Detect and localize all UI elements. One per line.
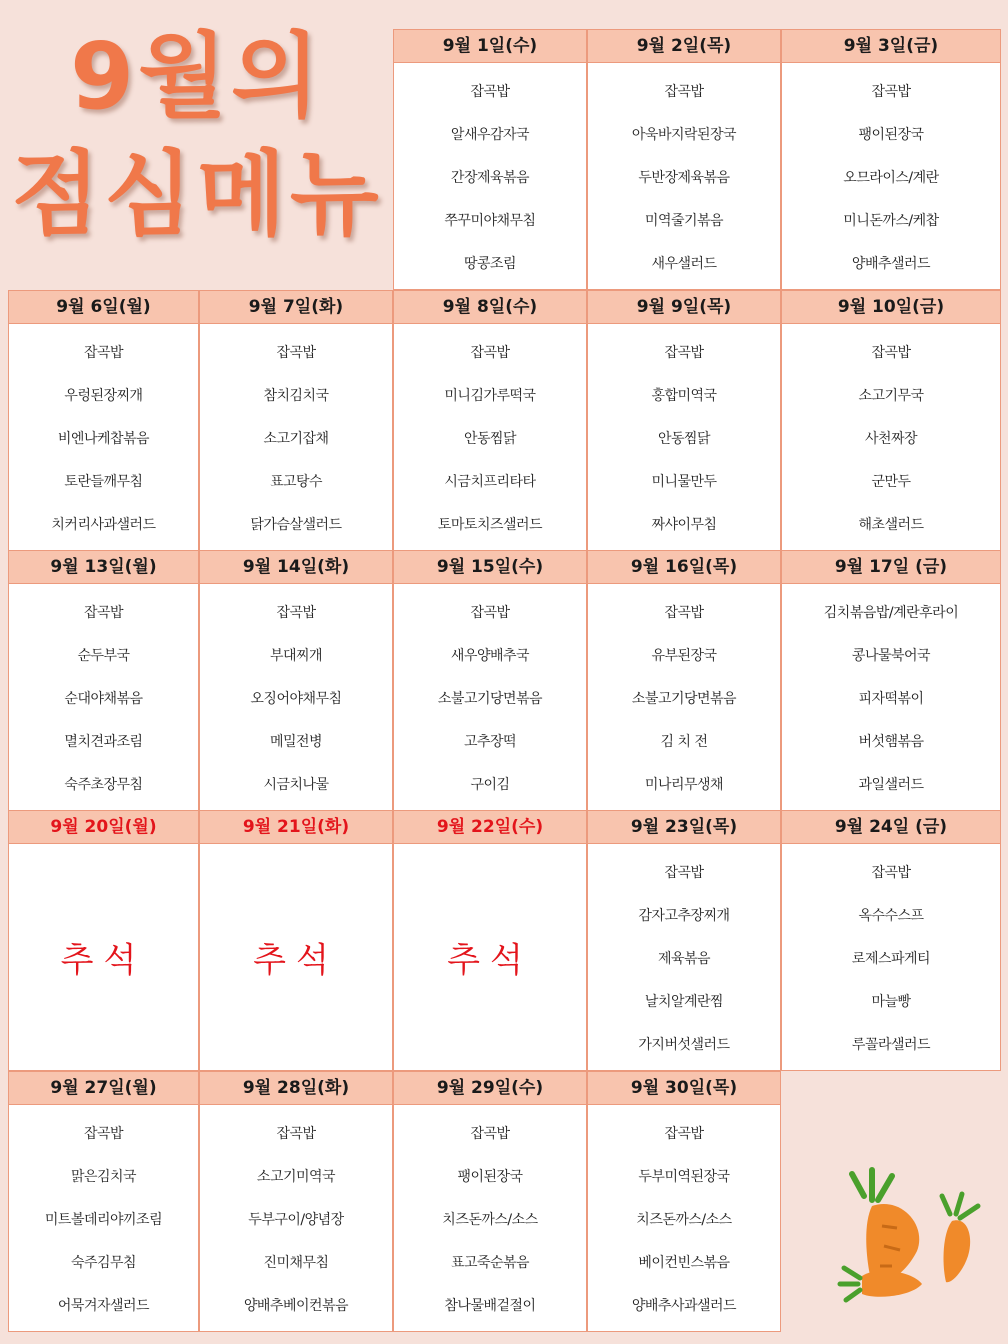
day-date-header: 9월 1일(수) [393, 29, 587, 63]
menu-item: 치커리사과샐러드 [51, 517, 156, 533]
day-menu-cell [8, 1104, 199, 1332]
menu-item: 미니김가루떡국 [444, 388, 536, 404]
menu-item: 과일샐러드 [858, 777, 924, 793]
menu-item: 새우샐러드 [651, 256, 717, 272]
title-line-1: 9월의 [70, 23, 324, 130]
menu-item: 안동찜닭 [463, 431, 517, 447]
menu-item: 아욱바지락된장국 [631, 127, 737, 143]
menu-item: 두부구이/양념장 [248, 1212, 344, 1228]
day-date-header: 9월 15일(수) [393, 550, 587, 584]
menu-item: 날치알계란찜 [644, 994, 724, 1010]
menu-item: 잡곡밥 [664, 84, 704, 100]
day-date-header: 9월 24일 (금) [781, 810, 1001, 844]
menu-list [394, 592, 586, 807]
menu-item: 표고죽순볶음 [450, 1255, 530, 1271]
menu-item: 양배추베이컨볶음 [243, 1298, 349, 1314]
menu-item: 옥수수스프 [858, 908, 924, 924]
menu-list [782, 71, 1000, 286]
menu-item: 버섯햄볶음 [858, 734, 924, 750]
menu-item: 구이김 [470, 777, 510, 793]
menu-item: 고추장떡 [463, 734, 517, 750]
day-date-header: 9월 2일(목) [587, 29, 781, 63]
menu-item: 두부미역된장국 [638, 1169, 730, 1185]
menu-item: 잡곡밥 [276, 1126, 316, 1142]
day-menu-cell [199, 1104, 393, 1332]
day-date-header: 9월 9일(목) [587, 290, 781, 324]
menu-item: 소고기무국 [858, 388, 924, 404]
day-menu-cell [587, 62, 781, 290]
menu-item: 참나물배겉절이 [444, 1298, 536, 1314]
menu-item: 표고탕수 [269, 474, 323, 490]
menu-item: 숙주김무침 [70, 1255, 137, 1271]
menu-item: 잡곡밥 [871, 865, 911, 881]
carrot-icon [832, 1166, 992, 1306]
menu-item: 해초샐러드 [858, 517, 924, 533]
menu-item: 시금치프리타타 [444, 474, 536, 490]
menu-list [394, 1113, 586, 1328]
holiday-label: 추석 [447, 940, 533, 981]
menu-item: 양배추사과샐러드 [631, 1298, 737, 1314]
day-menu-cell [8, 843, 199, 1071]
menu-item: 숙주초장무침 [64, 777, 143, 793]
menu-item: 잡곡밥 [83, 1126, 124, 1142]
day-menu-cell [8, 583, 199, 811]
day-menu-cell [781, 583, 1001, 811]
menu-item: 김 치 전 [660, 734, 708, 750]
menu-item: 안동찜닭 [657, 431, 711, 447]
day-menu-cell [393, 62, 587, 290]
day-menu-cell [393, 323, 587, 551]
menu-item: 새우양배추국 [450, 648, 530, 664]
day-date-header: 9월 10일(금) [781, 290, 1001, 324]
day-date-header: 9월 8일(수) [393, 290, 587, 324]
day-menu-cell [587, 583, 781, 811]
day-date-header: 9월 30일(목) [587, 1071, 781, 1105]
menu-item: 멸치견과조림 [64, 734, 143, 750]
menu-item: 메밀전병 [269, 734, 323, 750]
menu-item: 미니물만두 [651, 474, 717, 490]
menu-item: 참치김치국 [263, 388, 329, 404]
day-date-header: 9월 3일(금) [781, 29, 1001, 63]
menu-item: 잡곡밥 [470, 345, 510, 361]
day-menu-cell [587, 1104, 781, 1332]
menu-item: 짜샤이무침 [651, 517, 717, 533]
menu-list [200, 332, 392, 547]
menu-item: 베이컨빈스볶음 [638, 1255, 730, 1271]
menu-item: 치즈돈까스/소스 [636, 1212, 732, 1228]
page-title [0, 18, 394, 254]
day-menu-cell [8, 323, 199, 551]
day-menu-cell [393, 583, 587, 811]
menu-item: 비엔나케찹볶음 [57, 431, 150, 447]
day-menu-cell [199, 583, 393, 811]
menu-item: 콩나물북어국 [851, 648, 931, 664]
menu-item: 순두부국 [77, 648, 130, 664]
day-menu-cell [781, 323, 1001, 551]
menu-item: 미역줄기볶음 [644, 213, 724, 229]
day-date-header: 9월 13일(월) [8, 550, 199, 584]
menu-item: 소불고기당면볶음 [437, 691, 543, 707]
title-line-2: 점심메뉴 [11, 141, 383, 248]
menu-item: 김치볶음밥/계란후라이 [823, 605, 959, 621]
menu-item: 잡곡밥 [664, 605, 704, 621]
menu-item: 닭가슴살샐러드 [250, 517, 342, 533]
menu-item: 알새우감자국 [450, 127, 530, 143]
day-menu-cell [781, 62, 1001, 290]
menu-item: 피자떡볶이 [858, 691, 924, 707]
menu-item: 잡곡밥 [276, 345, 316, 361]
day-menu-cell [199, 323, 393, 551]
menu-list [394, 332, 586, 547]
menu-item: 루꼴라샐러드 [851, 1037, 931, 1053]
menu-list [9, 332, 198, 547]
menu-item: 오므라이스/계란 [843, 170, 939, 186]
menu-item: 잡곡밥 [276, 605, 316, 621]
day-menu-cell [393, 1104, 587, 1332]
menu-item: 홍합미역국 [651, 388, 717, 404]
menu-list [9, 1113, 198, 1328]
menu-item: 순대야채볶음 [64, 691, 143, 707]
day-menu-cell [587, 323, 781, 551]
menu-list [200, 1113, 392, 1328]
menu-item: 가지버섯샐러드 [638, 1037, 730, 1053]
day-menu-cell [393, 843, 587, 1071]
menu-item: 팽이된장국 [457, 1169, 523, 1185]
day-date-header: 9월 17일 (금) [781, 550, 1001, 584]
day-date-header: 9월 21일(화) [199, 810, 393, 844]
day-date-header: 9월 14일(화) [199, 550, 393, 584]
menu-item: 소고기미역국 [256, 1169, 336, 1185]
menu-list [782, 332, 1000, 547]
menu-item: 사천짜장 [864, 431, 918, 447]
day-date-header: 9월 7일(화) [199, 290, 393, 324]
day-date-header: 9월 29일(수) [393, 1071, 587, 1105]
menu-item: 잡곡밥 [871, 345, 911, 361]
menu-list [782, 852, 1000, 1067]
menu-item: 소고기잡채 [263, 431, 329, 447]
menu-item: 잡곡밥 [664, 1126, 704, 1142]
menu-item: 어묵겨자샐러드 [57, 1298, 150, 1314]
menu-list [200, 592, 392, 807]
menu-item: 잡곡밥 [664, 345, 704, 361]
menu-item: 토마토치즈샐러드 [437, 517, 543, 533]
menu-item: 땅콩조림 [463, 256, 517, 272]
menu-list [588, 71, 780, 286]
day-date-header: 9월 28일(화) [199, 1071, 393, 1105]
menu-item: 잡곡밥 [470, 605, 510, 621]
menu-item: 부대찌개 [269, 648, 323, 664]
menu-list [588, 1113, 780, 1328]
menu-item: 양배추샐러드 [851, 256, 931, 272]
menu-list [588, 592, 780, 807]
day-menu-cell [587, 843, 781, 1071]
menu-item: 치즈돈까스/소스 [442, 1212, 538, 1228]
menu-list [588, 852, 780, 1067]
menu-item: 잡곡밥 [470, 1126, 510, 1142]
menu-list [782, 592, 1000, 807]
menu-list [9, 592, 198, 807]
menu-item: 잡곡밥 [871, 84, 911, 100]
menu-item: 제육볶음 [657, 951, 711, 967]
menu-item: 맑은김치국 [70, 1169, 137, 1185]
day-date-header: 9월 27일(월) [8, 1071, 199, 1105]
menu-item: 오징어야채무침 [250, 691, 342, 707]
menu-item: 진미채무침 [263, 1255, 329, 1271]
menu-item: 로제스파게티 [851, 951, 931, 967]
menu-item: 미트볼데리야끼조림 [44, 1212, 163, 1228]
menu-item: 미니돈까스/케찹 [843, 213, 939, 229]
day-date-header: 9월 22일(수) [393, 810, 587, 844]
menu-item: 토란들깨무침 [64, 474, 143, 490]
menu-item: 감자고추장찌개 [638, 908, 730, 924]
menu-item: 잡곡밥 [83, 345, 124, 361]
menu-item: 유부된장국 [651, 648, 717, 664]
menu-item: 잡곡밥 [83, 605, 124, 621]
menu-item: 마늘빵 [871, 994, 911, 1010]
menu-item: 쭈꾸미야채무침 [444, 213, 536, 229]
holiday-label: 추석 [60, 940, 147, 981]
menu-item: 우렁된장찌개 [64, 388, 143, 404]
menu-item: 잡곡밥 [470, 84, 510, 100]
day-date-header: 9월 23일(목) [587, 810, 781, 844]
menu-list [588, 332, 780, 547]
menu-list [394, 71, 586, 286]
day-menu-cell [199, 843, 393, 1071]
menu-item: 미나리무생채 [644, 777, 724, 793]
day-date-header: 9월 20일(월) [8, 810, 199, 844]
menu-item: 시금치나물 [263, 777, 329, 793]
menu-item: 간장제육볶음 [450, 170, 530, 186]
holiday-label: 추석 [253, 940, 339, 981]
day-date-header: 9월 16일(목) [587, 550, 781, 584]
menu-item: 팽이된장국 [858, 127, 924, 143]
menu-item: 군만두 [871, 474, 911, 490]
day-date-header: 9월 6일(월) [8, 290, 199, 324]
day-menu-cell [781, 843, 1001, 1071]
menu-item: 소불고기당면볶음 [631, 691, 737, 707]
menu-item: 두반장제육볶음 [638, 170, 730, 186]
menu-item: 잡곡밥 [664, 865, 704, 881]
